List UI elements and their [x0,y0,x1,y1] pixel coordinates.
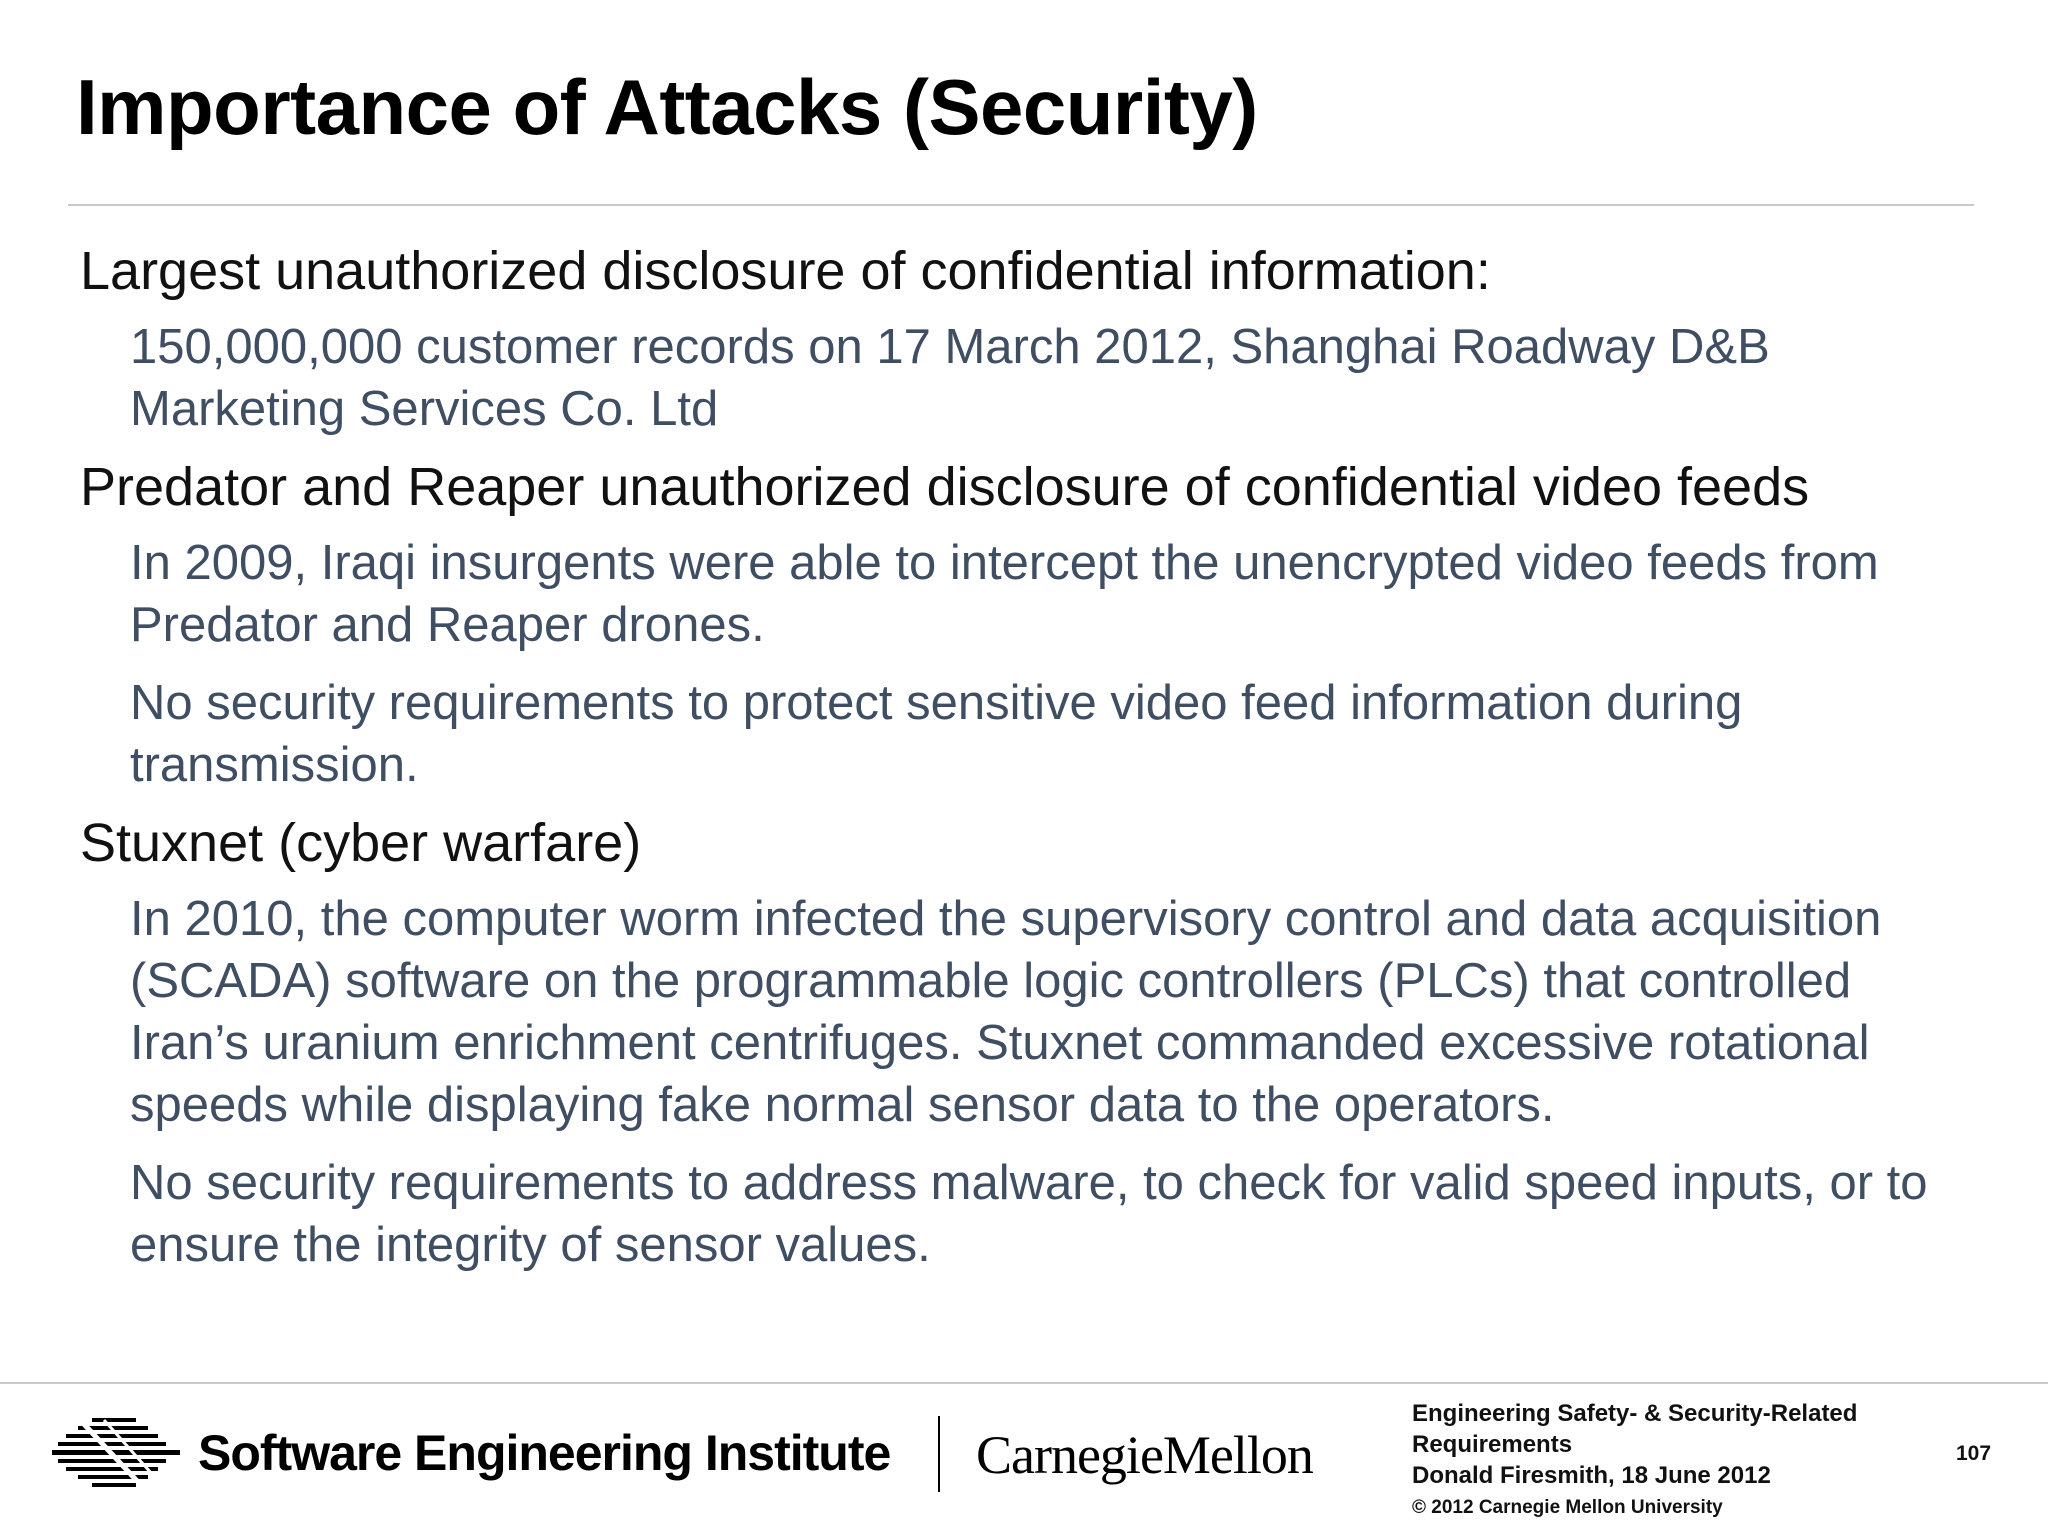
author-date: Donald Firesmith, 18 June 2012 [1412,1462,1771,1489]
sei-striped-globe-icon [52,1416,180,1490]
cmu-wordmark: CarnegieMellon [976,1425,1313,1485]
logo-divider [938,1416,940,1492]
course-title-line2: Requirements [1412,1431,1573,1458]
sub-bullet-no-video-security: No security requirements to protect sensitive video feed information during transmission. [130,676,1743,792]
footer-divider [0,1382,2048,1384]
slide-title: Importance of Attacks (Security) [76,63,1258,151]
sub-bullet-customer-records: 150,000,000 customer records on 17 March 2012, Shanghai Roadway D&B Marketing Services Co. Ltd [130,320,1770,436]
page-number: 107 [1956,1442,1992,1465]
bullet-heading-predator-reaper: Predator and Reaper unauthorized disclosure of confidential video feeds [80,457,1810,517]
sub-bullet-insurgents-intercept: In 2009, Iraqi insurgents were able to intercept the unencrypted video feeds from Predator and Reaper drones. [130,536,1879,652]
sub-bullet-no-malware-security: No security requirements to address malware, to check for valid speed inputs, or to ensure the integrity of sensor values. [130,1156,1928,1272]
bullet-heading-disclosure: Largest unauthorized disclosure of confidential information: [80,241,1491,301]
copyright: © 2012 Carnegie Mellon University [1412,1497,1723,1518]
title-divider [68,204,1974,206]
bullet-heading-stuxnet: Stuxnet (cyber warfare) [80,813,642,873]
course-title-line1: Engineering Safety- & Security-Related [1412,1400,1858,1427]
sei-wordmark: Software Engineering Institute [198,1425,891,1481]
slide-body [80,240,1970,1292]
footer-course-info [1412,1398,1857,1491]
sub-bullet-stuxnet-worm: In 2010, the computer worm infected the supervisory control and data acquisition (SCADA) software on the programmable logic controllers (PLCs) that controlled Iran’s uranium enrichment centrifuges. Stuxnet commanded excessive rotational speeds while displaying fake normal sensor data to the operators. [130,892,1882,1132]
